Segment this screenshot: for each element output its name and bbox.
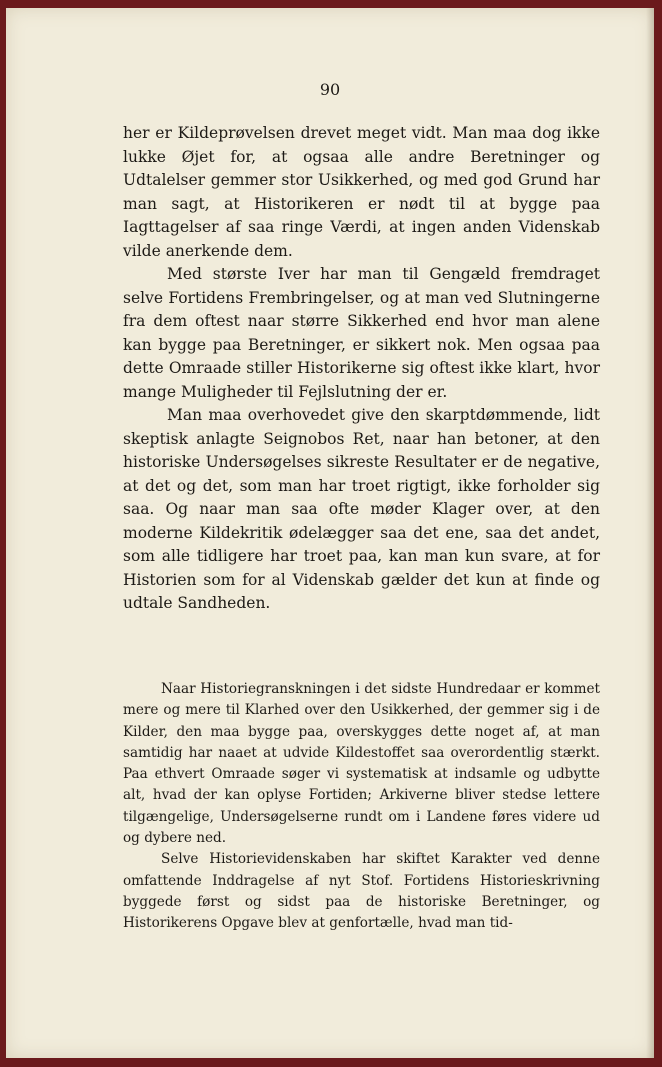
book-page <box>6 8 654 1058</box>
small-print-text <box>123 679 600 935</box>
main-paragraph-1: her er Kildeprøvelsen drevet meget vidt. Man maa dog ikke lukke Øjet for, at ogsaa alle andre Beretninger og Udtalelser gemmer stor Usikkerhed, og med god Grund har man sagt, at Historikeren er nødt til at bygge paa Iagttagelser af saa ringe Værdi, at ingen anden Videnskab vilde anerkende dem. <box>123 124 600 260</box>
small-paragraph-1: Naar Historiegranskningen i det sidste Hundredaar er kommet mere og mere til Klarhed over den Usikkerhed, der gemmer sig i de Kilder, den maa bygge paa, overskygges dette noget af, at man samtidig har naaet at udvide Kildestoffet saa overordentlig stærkt. Paa ethvert Omraade søger vi systematisk at indsamle og udbytte alt, hvad der kan oplyse Fortiden; Arkiverne bliver stedse lettere tilgængelige, Undersøgelserne rundt om i Landene føres videre ud og dybere ned. <box>123 681 600 847</box>
page-number: 90 <box>319 80 341 99</box>
main-paragraph-2: Med største Iver har man til Gengæld fremdraget selve Fortidens Frembringelser, og at man ved Slutningerne fra dem oftest naar større Sikkerhed end hvor man alene kan bygge paa Beretninger, er sikkert nok. Men ogsaa paa dette Omraade stiller Historikerne sig oftest ikke klart, hvor mange Muligheder til Fejlslutning der er. <box>123 265 600 401</box>
main-paragraph-3: Man maa overhovedet give den skarptdømmende, lidt skeptisk anlagte Seignobos Ret, naar han betoner, at den historiske Undersøgelses sikreste Resultater er de negative, at det og det, som man har troet rigtigt, ikke forholder sig saa. Og naar man saa ofte møder Klager over, at den moderne Kildekritik ødelægger saa det ene, saa det andet, som alle tidligere har troet paa, kan man kun svare, at for Historien som for al Videnskab gælder det kun at finde og udtale Sandheden. <box>123 406 600 612</box>
page-edge-shadow <box>646 8 654 1058</box>
main-text <box>123 122 600 616</box>
small-paragraph-2: Selve Historievidenskaben har skiftet Karakter ved denne omfattende Inddragelse af nyt Stof. Fortidens Historieskrivning byggede først og sidst paa de historiske Beretninger, og Historikerens Opgave blev at genfortælle, hvad man tid- <box>123 851 600 932</box>
